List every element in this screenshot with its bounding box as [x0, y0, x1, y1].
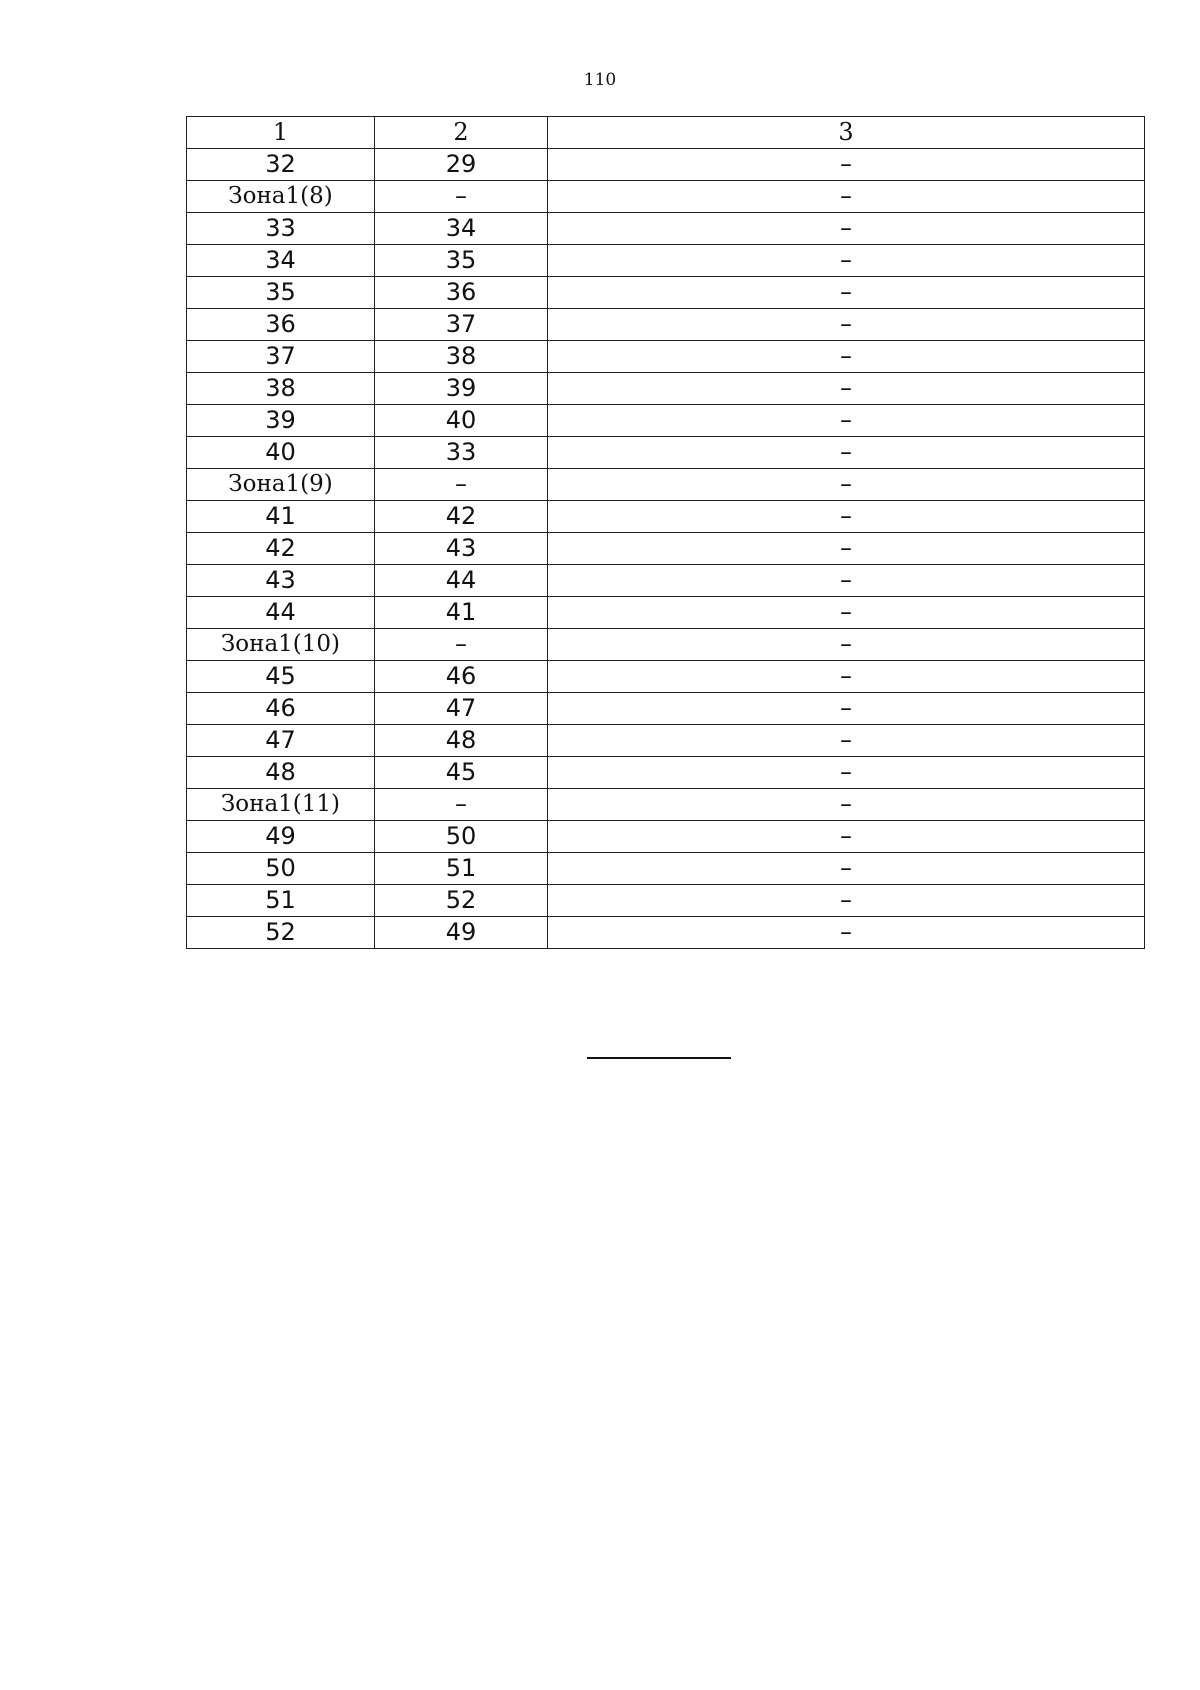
cell-col-1: Зона1(8): [187, 181, 375, 213]
cell-col-2: 44: [375, 565, 548, 597]
cell-col-3: –: [548, 629, 1145, 661]
cell-col-2: 42: [375, 501, 548, 533]
cell-col-3: –: [548, 597, 1145, 629]
cell-col-2: 39: [375, 373, 548, 405]
table-row: [187, 309, 1145, 341]
table-row: [187, 661, 1145, 693]
table-row: [187, 533, 1145, 565]
cell-col-3: –: [548, 245, 1145, 277]
table-row: [187, 149, 1145, 181]
cell-col-2: 50: [375, 821, 548, 853]
cell-col-3: –: [548, 405, 1145, 437]
table-row: [187, 693, 1145, 725]
cell-col-3: –: [548, 757, 1145, 789]
cell-col-2: 29: [375, 149, 548, 181]
cell-col-3: –: [548, 373, 1145, 405]
column-header-2: 2: [375, 117, 548, 149]
table-row: [187, 821, 1145, 853]
cell-col-1: 46: [187, 693, 375, 725]
cell-col-1: Зона1(10): [187, 629, 375, 661]
cell-col-2: 48: [375, 725, 548, 757]
cell-col-2: 47: [375, 693, 548, 725]
cell-col-1: 32: [187, 149, 375, 181]
cell-col-1: 38: [187, 373, 375, 405]
cell-col-3: –: [548, 501, 1145, 533]
column-header-1: 1: [187, 117, 375, 149]
table-row: [187, 565, 1145, 597]
cell-col-1: 45: [187, 661, 375, 693]
table-row: [187, 853, 1145, 885]
cell-col-1: 44: [187, 597, 375, 629]
cell-col-1: 36: [187, 309, 375, 341]
cell-col-3: –: [548, 309, 1145, 341]
cell-col-3: –: [548, 437, 1145, 469]
data-table: [186, 116, 1145, 949]
end-of-document-rule: [587, 1057, 731, 1059]
cell-col-1: 39: [187, 405, 375, 437]
cell-col-1: 37: [187, 341, 375, 373]
table-row: [187, 213, 1145, 245]
cell-col-1: 49: [187, 821, 375, 853]
cell-col-3: –: [548, 341, 1145, 373]
cell-col-2: 52: [375, 885, 548, 917]
cell-col-3: –: [548, 533, 1145, 565]
cell-col-1: Зона1(9): [187, 469, 375, 501]
cell-col-2: 49: [375, 917, 548, 949]
cell-col-2: –: [375, 629, 548, 661]
table-row: [187, 629, 1145, 661]
cell-col-3: –: [548, 917, 1145, 949]
table-row: [187, 469, 1145, 501]
cell-col-3: –: [548, 885, 1145, 917]
cell-col-3: –: [548, 821, 1145, 853]
table-row: [187, 597, 1145, 629]
cell-col-1: Зона1(11): [187, 789, 375, 821]
cell-col-3: –: [548, 693, 1145, 725]
table-row: [187, 405, 1145, 437]
cell-col-1: 41: [187, 501, 375, 533]
cell-col-3: –: [548, 181, 1145, 213]
table-header-row: [187, 117, 1145, 149]
cell-col-2: 36: [375, 277, 548, 309]
cell-col-3: –: [548, 277, 1145, 309]
cell-col-2: 38: [375, 341, 548, 373]
column-header-3: 3: [548, 117, 1145, 149]
cell-col-3: –: [548, 853, 1145, 885]
cell-col-2: 43: [375, 533, 548, 565]
cell-col-1: 51: [187, 885, 375, 917]
cell-col-1: 33: [187, 213, 375, 245]
cell-col-1: 35: [187, 277, 375, 309]
cell-col-2: 33: [375, 437, 548, 469]
cell-col-3: –: [548, 789, 1145, 821]
table-row: [187, 757, 1145, 789]
cell-col-2: 40: [375, 405, 548, 437]
table-row: [187, 277, 1145, 309]
table-row: [187, 885, 1145, 917]
cell-col-3: –: [548, 149, 1145, 181]
cell-col-2: 41: [375, 597, 548, 629]
table-row: [187, 917, 1145, 949]
cell-col-2: –: [375, 181, 548, 213]
cell-col-1: 40: [187, 437, 375, 469]
cell-col-2: 34: [375, 213, 548, 245]
table-row: [187, 725, 1145, 757]
table-row: [187, 789, 1145, 821]
cell-col-1: 43: [187, 565, 375, 597]
cell-col-2: 37: [375, 309, 548, 341]
table-row: [187, 245, 1145, 277]
cell-col-2: –: [375, 469, 548, 501]
cell-col-1: 48: [187, 757, 375, 789]
cell-col-3: –: [548, 469, 1145, 501]
cell-col-1: 34: [187, 245, 375, 277]
cell-col-3: –: [548, 725, 1145, 757]
cell-col-2: –: [375, 789, 548, 821]
cell-col-2: 45: [375, 757, 548, 789]
page-number: 110: [583, 70, 617, 90]
table-row: [187, 373, 1145, 405]
cell-col-1: 42: [187, 533, 375, 565]
cell-col-3: –: [548, 213, 1145, 245]
cell-col-1: 50: [187, 853, 375, 885]
table-row: [187, 437, 1145, 469]
cell-col-2: 51: [375, 853, 548, 885]
table-row: [187, 501, 1145, 533]
table-row: [187, 341, 1145, 373]
cell-col-2: 35: [375, 245, 548, 277]
cell-col-1: 47: [187, 725, 375, 757]
cell-col-3: –: [548, 565, 1145, 597]
cell-col-1: 52: [187, 917, 375, 949]
cell-col-2: 46: [375, 661, 548, 693]
cell-col-3: –: [548, 661, 1145, 693]
table-row: [187, 181, 1145, 213]
